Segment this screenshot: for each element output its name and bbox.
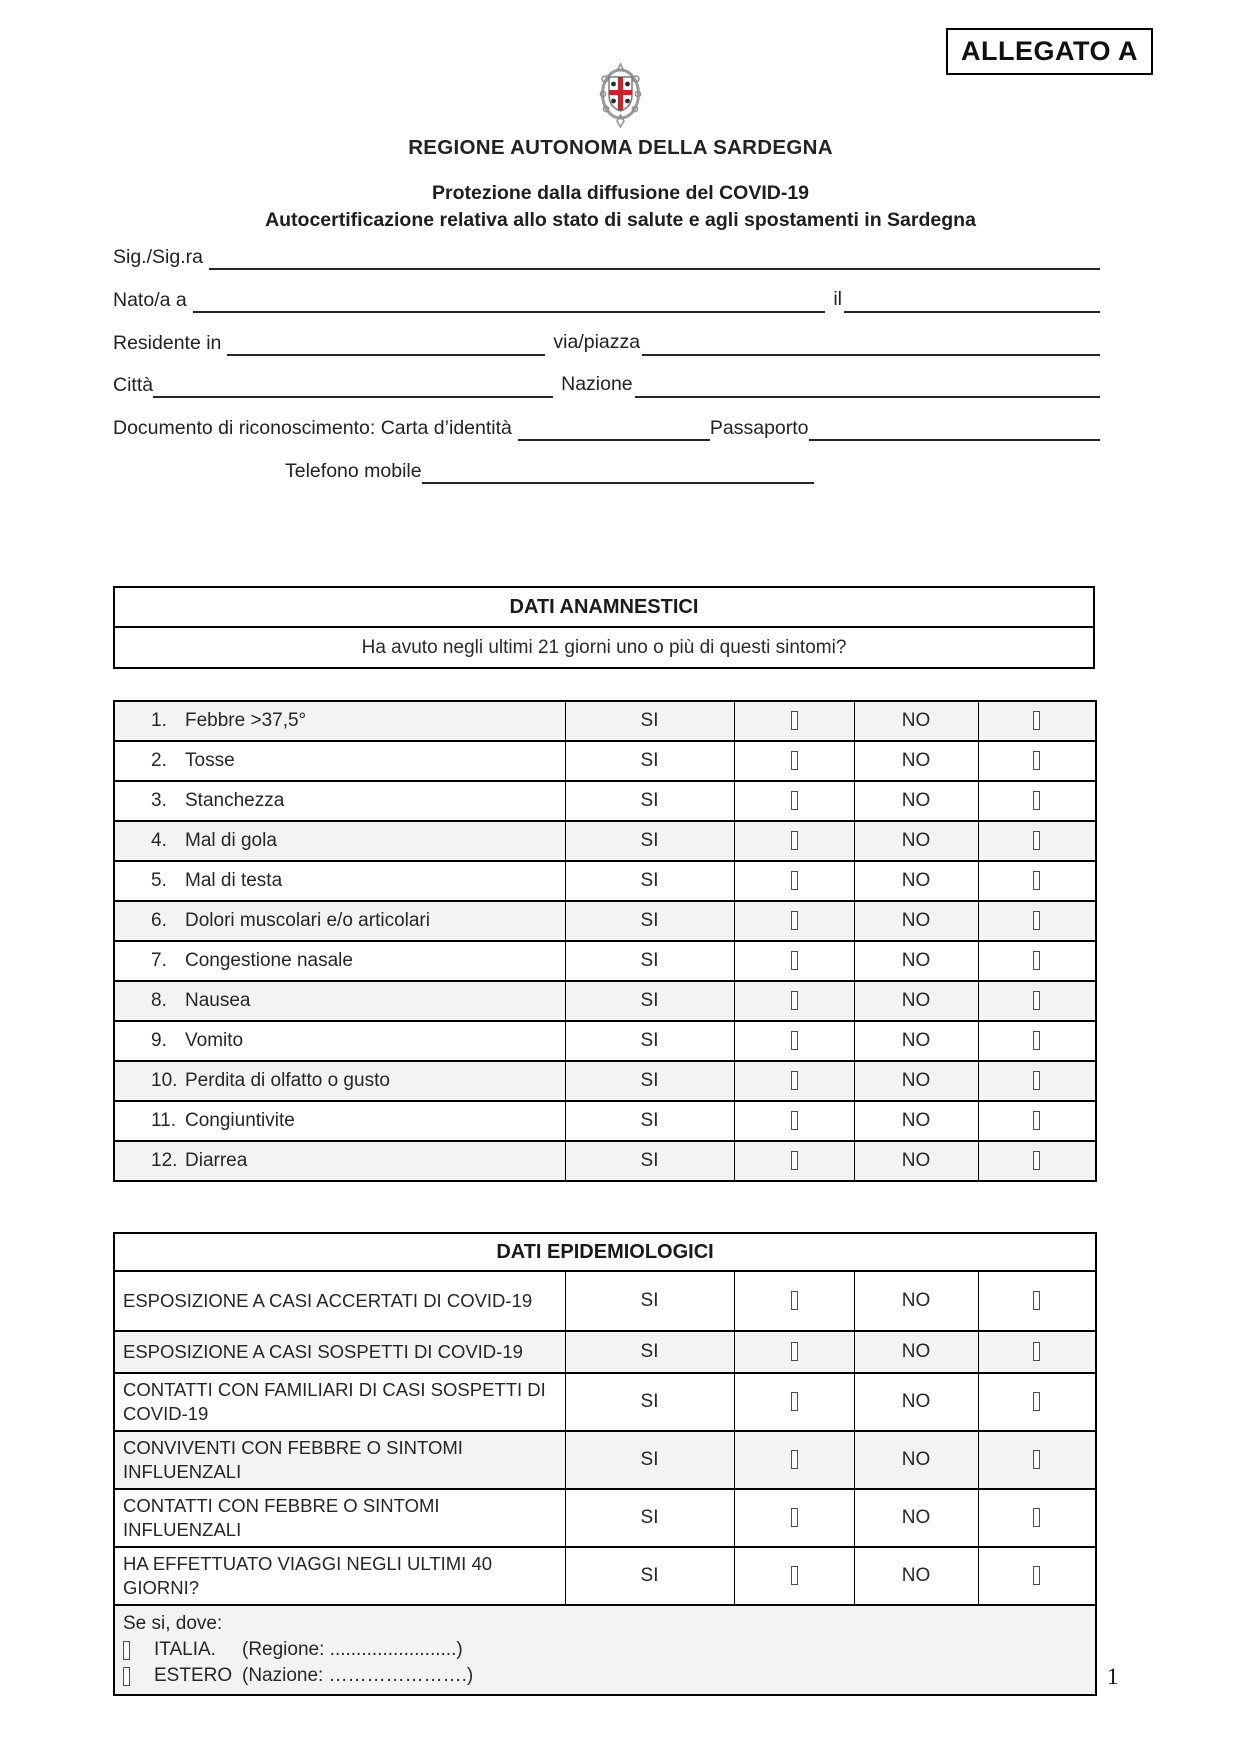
no-checkbox-icon[interactable] (1033, 791, 1040, 810)
si-checkbox-icon[interactable] (791, 1342, 798, 1361)
birthdate-label: il (833, 288, 842, 310)
italy-region-line[interactable]: (Regione: ........................) (242, 1639, 463, 1660)
birthplace-input-line[interactable] (193, 289, 826, 313)
si-label: SI (565, 1141, 734, 1181)
symptom-row (114, 901, 1096, 941)
city-label: Città (113, 374, 154, 396)
no-label: NO (854, 1061, 978, 1101)
country-label: Nazione (561, 373, 633, 395)
si-checkbox-icon[interactable] (791, 991, 798, 1010)
si-checkbox-icon[interactable] (791, 831, 798, 850)
residence-label: Residente in (113, 332, 222, 354)
abroad-option (123, 1663, 1087, 1689)
si-label: SI (565, 741, 734, 781)
row-number: 7. (151, 950, 167, 971)
question-label: CONTATTI CON FEBBRE O SINTOMI INFLUENZALI (114, 1489, 565, 1547)
no-label: NO (854, 701, 978, 741)
si-label: SI (565, 821, 734, 861)
page-number: 1 (1107, 1664, 1119, 1689)
no-label: NO (854, 821, 978, 861)
doc-title: Protezione dalla diffusione del COVID-19 (431, 182, 810, 204)
epidemiological-title: DATI EPIDEMIOLOGICI (114, 1233, 1096, 1271)
row-number: 8. (151, 990, 167, 1011)
country-input-line[interactable] (635, 374, 1100, 398)
row-number: 9. (151, 1030, 167, 1051)
symptom-label: Congestione nasale (185, 950, 353, 971)
row-number: 3. (151, 790, 167, 811)
no-checkbox-icon[interactable] (1033, 1450, 1040, 1469)
no-label: NO (854, 1489, 978, 1547)
symptom-row (114, 701, 1096, 741)
no-label: NO (854, 781, 978, 821)
symptoms-table (113, 700, 1097, 1182)
si-checkbox-icon[interactable] (791, 1291, 798, 1310)
si-checkbox-icon[interactable] (791, 751, 798, 770)
id-card-input-line[interactable] (518, 417, 710, 441)
no-checkbox-icon[interactable] (1033, 951, 1040, 970)
field-row-birth (113, 285, 1100, 313)
name-label: Sig./Sig.ra (113, 246, 203, 268)
si-checkbox-icon[interactable] (791, 1151, 798, 1170)
symptom-label: Vomito (185, 1030, 244, 1051)
no-label: NO (854, 1331, 978, 1373)
si-label: SI (565, 781, 734, 821)
italy-label: ITALIA. (154, 1639, 216, 1660)
phone-input-line[interactable] (422, 460, 814, 484)
street-label: via/piazza (553, 331, 641, 353)
si-checkbox-icon[interactable] (791, 911, 798, 930)
si-checkbox-icon[interactable] (791, 1031, 798, 1050)
no-label: NO (854, 1271, 978, 1331)
phone-label: Telefono mobile (285, 460, 422, 482)
symptom-label: Mal di gola (185, 830, 277, 851)
si-label: SI (565, 901, 734, 941)
question-label: CONVIVENTI CON FEBBRE O SINTOMI INFLUENZALI (114, 1431, 565, 1489)
italy-checkbox-icon[interactable] (123, 1641, 130, 1660)
no-label: NO (854, 861, 978, 901)
sardegna-coat-of-arms-icon (597, 63, 644, 129)
id-card-label: Documento di riconoscimento: Carta d’identità (113, 417, 512, 439)
no-checkbox-icon[interactable] (1033, 1392, 1040, 1411)
si-checkbox-icon[interactable] (791, 1566, 798, 1585)
no-label: NO (854, 741, 978, 781)
allegato-badge: ALLEGATO A (946, 28, 1153, 75)
abroad-label: ESTERO (154, 1665, 233, 1686)
doc-subtitle: Autocertificazione relativa allo stato di salute e agli spostamenti in Sardegna (265, 209, 976, 231)
epidemiological-row (114, 1489, 1096, 1547)
symptom-label: Perdita di olfatto o gusto (185, 1070, 390, 1091)
symptom-row (114, 1141, 1096, 1181)
si-label: SI (565, 861, 734, 901)
epidemiological-row (114, 1331, 1096, 1373)
no-checkbox-icon[interactable] (1033, 871, 1040, 890)
si-checkbox-icon[interactable] (791, 791, 798, 810)
travel-detail-row (114, 1605, 1096, 1695)
si-label: SI (565, 981, 734, 1021)
field-row-id-document (113, 413, 1100, 441)
no-checkbox-icon[interactable] (1033, 1031, 1040, 1050)
passport-label: Passaporto (709, 417, 809, 439)
symptom-label: Febbre >37,5° (185, 710, 307, 731)
question-label: HA EFFETTUATO VIAGGI NEGLI ULTIMI 40 GIORNI? (114, 1547, 565, 1605)
no-checkbox-icon[interactable] (1033, 991, 1040, 1010)
si-checkbox-icon[interactable] (791, 1392, 798, 1411)
question-label: ESPOSIZIONE A CASI ACCERTATI DI COVID-19 (114, 1271, 565, 1331)
symptom-label: Tosse (185, 750, 235, 771)
abroad-nation-line[interactable]: (Nazione: ………………….) (242, 1665, 474, 1686)
question-label: CONTATTI CON FAMILIARI DI CASI SOSPETTI DI COVID-19 (114, 1373, 565, 1431)
no-label: NO (854, 1141, 978, 1181)
field-row-residence (113, 328, 1100, 356)
no-checkbox-icon[interactable] (1033, 1342, 1040, 1361)
anamnestic-question: Ha avuto negli ultimi 21 giorni uno o più di questi sintomi? (361, 636, 847, 658)
epidemiological-row (114, 1547, 1096, 1605)
no-label: NO (854, 1373, 978, 1431)
no-label: NO (854, 901, 978, 941)
si-checkbox-icon[interactable] (791, 1111, 798, 1130)
symptom-row (114, 821, 1096, 861)
si-label: SI (565, 1331, 734, 1373)
passport-input-line[interactable] (809, 417, 1100, 441)
birthplace-label: Nato/a a (113, 289, 187, 311)
symptom-row (114, 781, 1096, 821)
si-checkbox-icon[interactable] (791, 951, 798, 970)
no-label: NO (854, 1101, 978, 1141)
epidemiological-row (114, 1431, 1096, 1489)
row-number: 11. (151, 1110, 177, 1131)
anamnestic-title: DATI ANAMNESTICI (115, 588, 1093, 628)
symptom-row (114, 941, 1096, 981)
no-label: NO (854, 981, 978, 1021)
italy-option (123, 1637, 1087, 1663)
question-label: ESPOSIZIONE A CASI SOSPETTI DI COVID-19 (114, 1331, 565, 1373)
si-label: SI (565, 1431, 734, 1489)
symptom-label: Dolori muscolari e/o articolari (185, 910, 430, 931)
symptom-row (114, 1061, 1096, 1101)
no-checkbox-icon[interactable] (1033, 831, 1040, 850)
si-label: SI (565, 1547, 734, 1605)
no-label: NO (854, 941, 978, 981)
si-checkbox-icon[interactable] (791, 1071, 798, 1090)
street-input-line[interactable] (642, 332, 1100, 356)
row-number: 12. (151, 1150, 178, 1171)
field-row-name (113, 242, 1100, 270)
si-label: SI (565, 1373, 734, 1431)
region-title: REGIONE AUTONOMA DELLA SARDEGNA (408, 136, 833, 159)
symptom-row (114, 861, 1096, 901)
birthdate-input-line[interactable] (844, 289, 1100, 313)
no-checkbox-icon[interactable] (1033, 751, 1040, 770)
si-label: SI (565, 1271, 734, 1331)
row-number: 5. (151, 870, 167, 891)
symptom-label: Congiuntivite (185, 1110, 295, 1131)
no-label: NO (854, 1547, 978, 1605)
si-checkbox-icon[interactable] (791, 1508, 798, 1527)
symptom-row (114, 981, 1096, 1021)
name-input-line[interactable] (209, 246, 1100, 270)
row-number: 4. (151, 830, 167, 851)
no-checkbox-icon[interactable] (1033, 1111, 1040, 1130)
no-checkbox-icon[interactable] (1033, 1508, 1040, 1527)
si-checkbox-icon[interactable] (791, 871, 798, 890)
travel-where-label: Se si, dove: (123, 1613, 223, 1634)
si-checkbox-icon[interactable] (791, 711, 798, 730)
field-row-phone (113, 456, 1100, 484)
si-label: SI (565, 941, 734, 981)
symptom-row (114, 741, 1096, 781)
no-checkbox-icon[interactable] (1033, 911, 1040, 930)
no-label: NO (854, 1021, 978, 1061)
epidemiological-row (114, 1373, 1096, 1431)
symptom-row (114, 1021, 1096, 1061)
symptom-label: Nausea (185, 990, 251, 1011)
no-checkbox-icon[interactable] (1033, 1291, 1040, 1310)
symptom-row (114, 1101, 1096, 1141)
symptom-label: Stanchezza (185, 790, 285, 811)
field-row-city (113, 370, 1100, 398)
si-label: SI (565, 1061, 734, 1101)
abroad-checkbox-icon[interactable] (123, 1667, 130, 1686)
no-checkbox-icon[interactable] (1033, 1071, 1040, 1090)
epidemiological-section-header (114, 1233, 1096, 1271)
city-input-line[interactable] (153, 374, 553, 398)
row-number: 10. (151, 1070, 178, 1091)
si-checkbox-icon[interactable] (791, 1450, 798, 1469)
no-label: NO (854, 1431, 978, 1489)
epidemiological-table (113, 1232, 1097, 1696)
row-number: 2. (151, 750, 167, 771)
epidemiological-row (114, 1271, 1096, 1331)
row-number: 1. (151, 710, 167, 731)
no-checkbox-icon[interactable] (1033, 1566, 1040, 1585)
residence-input-line[interactable] (227, 332, 545, 356)
si-label: SI (565, 1021, 734, 1061)
si-label: SI (565, 701, 734, 741)
si-label: SI (565, 1489, 734, 1547)
no-checkbox-icon[interactable] (1033, 1151, 1040, 1170)
no-checkbox-icon[interactable] (1033, 711, 1040, 730)
row-number: 6. (151, 910, 167, 931)
anamnestic-section-header (113, 586, 1095, 669)
symptom-label: Diarrea (185, 1150, 248, 1171)
symptom-label: Mal di testa (185, 870, 283, 891)
si-label: SI (565, 1101, 734, 1141)
